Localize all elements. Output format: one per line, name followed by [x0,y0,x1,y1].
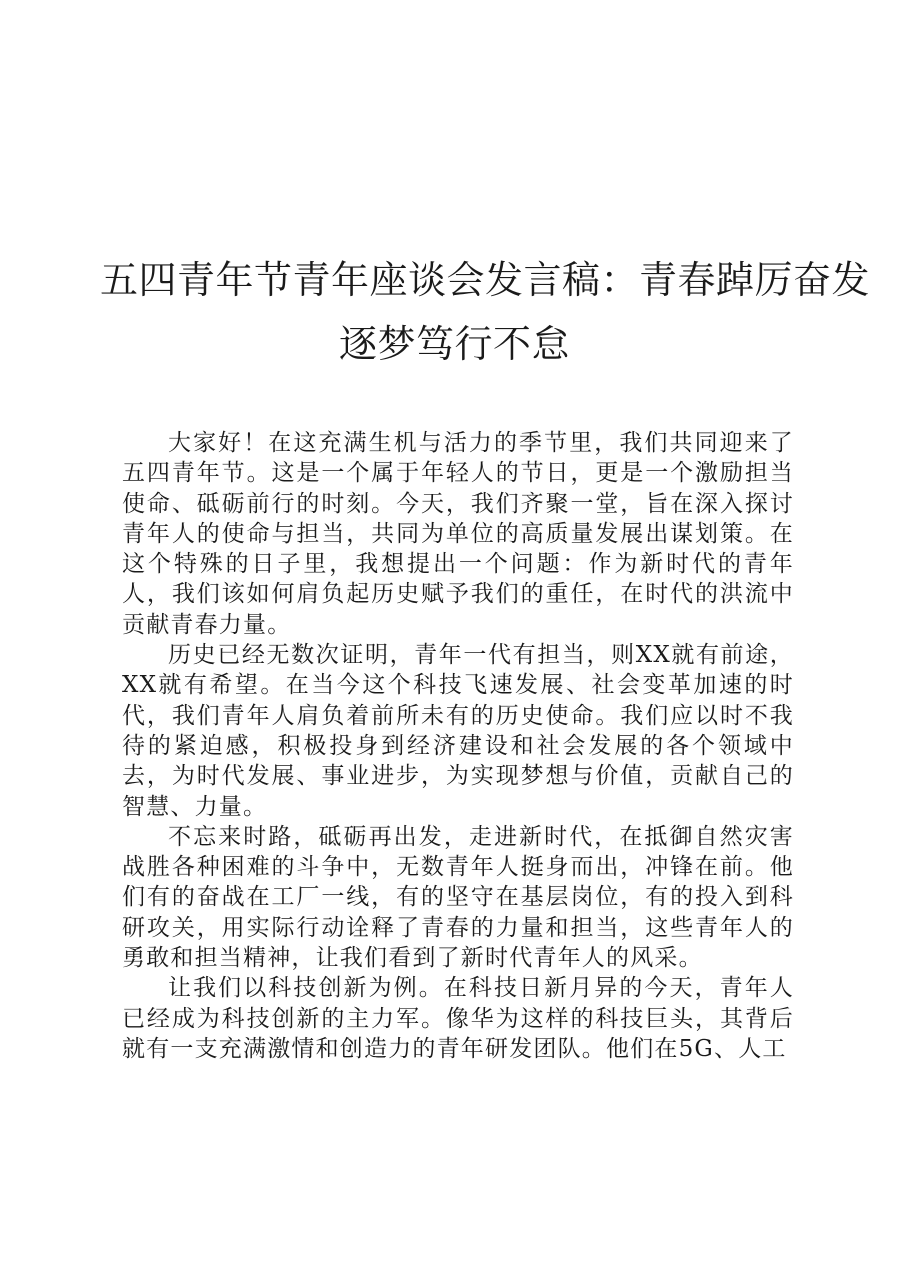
title-line-2: 逐梦笃行不怠 [338,322,570,366]
title-line-1: 五四青年节青年座谈会发言稿：青春踔厉奋发 [100,258,871,302]
paragraph-2: 历史已经无数次证明，青年一代有担当，则XX就有前途，XX就有希望。在当今这个科技飞速发展、社会变革加速的时代，我们青年人肩负着前所未有的历史使命。我们应以时不我待的紧迫感，积极投身到经济建设和社会发展的各个领域中去，为时代发展、事业进步，为实现梦想与价值，贡献自己的智慧、力量。 [122,642,794,820]
document-title [100,248,871,376]
document-body [122,428,794,1064]
paragraph-3: 不忘来时路，砥砺再出发，走进新时代，在抵御自然灾害战胜各种困难的斗争中，无数青年人挺身而出，冲锋在前。他们有的奋战在工厂一线，有的坚守在基层岗位，有的投入到科研攻关，用实际行动诠释了青春的力量和担当，这些青年人的勇敢和担当精神，让我们看到了新时代青年人的风采。 [122,823,794,972]
paragraph-1: 大家好！在这充满生机与活力的季节里，我们共同迎来了五四青年节。这是一个属于年轻人的节日，更是一个激励担当使命、砥砺前行的时刻。今天，我们齐聚一堂，旨在深入探讨青年人的使命与担当，共同为单位的高质量发展出谋划策。在这个特殊的日子里，我想提出一个问题：作为新时代的青年人，我们该如何肩负起历史赋予我们的重任，在时代的洪流中贡献青春力量。 [122,430,794,638]
paragraph-4: 让我们以科技创新为例。在科技日新月异的今天，青年人已经成为科技创新的主力军。像华为这样的科技巨头，其背后就有一支充满激情和创造力的青年研发团队。他们在5G、人工 [122,975,794,1062]
